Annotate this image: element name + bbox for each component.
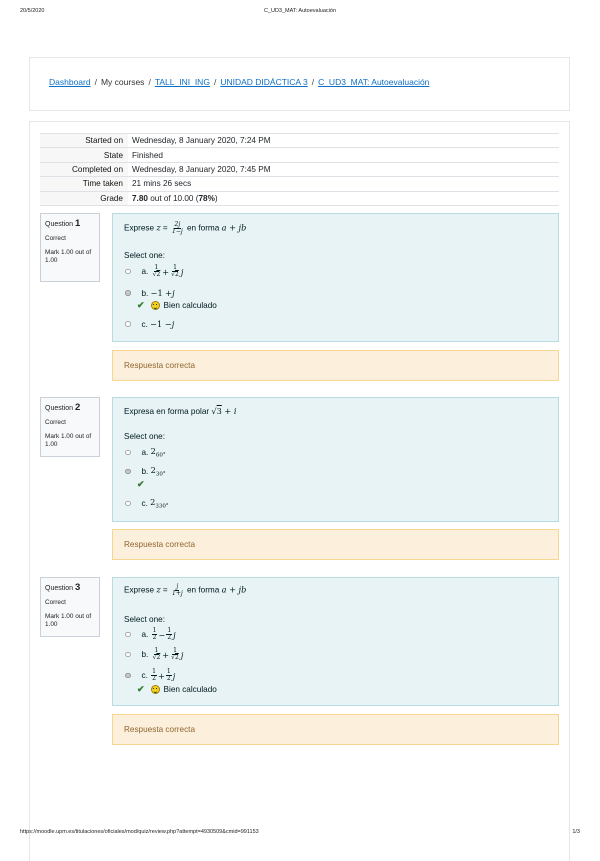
math-fraction: $\frac{1}{2}$ [152,668,156,682]
question-text-middle: en forma [187,223,220,233]
radio-button[interactable] [125,269,131,275]
math-fraction: $\frac{1}{2}$ [167,627,172,641]
breadcrumb-course-link[interactable]: TALL_INI_ING [154,77,210,87]
select-one-label: Select one: [124,615,165,624]
smiley-icon [151,685,160,694]
math-fraction: $\frac{1}{√2}$ [152,647,161,661]
math-fraction: $\frac{1}{√2}$ [171,264,179,278]
question-state: Correct [45,419,66,427]
math-fraction: $\frac{j}{1+j}$ [172,583,183,597]
breadcrumb-card [29,57,570,111]
question-3-outcome: Respuesta correcta [112,714,559,745]
breadcrumb-my-courses: My courses [100,77,145,87]
select-one-label: Select one: [124,251,165,260]
math-expression: a + jb [221,222,247,233]
summary-label: Started on [40,134,128,148]
option-letter: a. [141,447,149,457]
math-expression: √3 + [211,406,234,416]
radio-button-selected[interactable] [125,673,131,679]
attempt-summary-table [40,133,559,206]
breadcrumb-quiz-link[interactable]: C_UD3_MAT: Autoevaluación [318,77,430,87]
summary-label: Time taken [40,177,128,191]
smiley-icon [151,301,160,310]
math-fraction: $\frac{1}{√2}$ [152,264,161,278]
question-mark: Mark 1.00 out of 1.00 [45,432,92,448]
option-letter: c. [141,498,148,508]
math-expression: a + jb [221,584,247,595]
breadcrumb-unit-link[interactable]: UNIDAD DIDÁCTICA 3 [220,77,308,87]
check-icon: ✔ [137,300,145,310]
breadcrumb-separator: / [94,77,97,87]
question-1-formulation [112,213,559,342]
question-text-prefix: Exprese [124,223,155,233]
answer-option-c[interactable]: c. −1 − j [125,319,174,329]
question-2-formulation [112,397,559,522]
question-mark: Mark 1.00 out of 1.00 [45,612,92,628]
answer-option-a[interactable]: a. $\frac{1}{2}$ − $\frac{1}{2}$ j [125,628,176,641]
summary-label: Grade [40,191,128,205]
radio-button[interactable] [125,321,131,327]
check-icon: ✔ [137,479,145,489]
print-title: C_UD3_MAT: Autoevaluación [263,8,337,14]
grade-percent: 78% [198,193,215,203]
question-state: Correct [45,235,66,243]
grade-value [128,191,559,205]
grade-close: ) [214,193,218,203]
answer-option-c[interactable]: c. $\frac{1}{2}$ + $\frac{1}{2}$ j [125,669,175,682]
question-text-prefix: Expresa en forma polar [124,407,210,416]
option-letter: b. [141,466,149,476]
option-letter: c. [141,671,148,680]
question-number [45,218,95,230]
summary-value: Wednesday, 8 January 2020, 7:24 PM [128,134,559,148]
question-number-value: 3 [74,582,81,593]
question-3-formulation [112,577,559,706]
print-url: https://moodle.upm.es/titulaciones/oficiales/mod/quiz/review.php?attempt=4930509&cmid=991153 [20,829,259,835]
option-letter: b. [141,650,149,659]
question-2-outcome: Respuesta correcta [112,529,559,560]
radio-button[interactable] [125,450,131,456]
select-one-label: Select one: [124,432,165,441]
answer-option-b[interactable]: b. $2_{30^\circ}$ [125,465,166,478]
grade-score: 7.80 [132,193,148,203]
answer-feedback [137,684,217,695]
print-page-number: 1/3 [572,829,580,835]
summary-label: Completed on [40,162,128,176]
answer-option-c[interactable]: c. $2_{330^\circ}$ [125,497,169,510]
breadcrumb-dashboard-link[interactable]: Dashboard [49,77,91,87]
option-letter: b. [141,288,149,298]
radio-button-selected[interactable] [125,290,131,296]
question-text-prefix: Exprese [124,585,155,595]
question-word: Question [45,405,74,412]
table-row [40,177,559,191]
answer-option-b[interactable]: b. −1 + j [125,288,175,298]
radio-button[interactable] [125,632,131,638]
answer-option-a[interactable]: a. $\frac{1}{√2}$ + $\frac{1}{√2}$ j [125,265,183,278]
option-letter: a. [141,630,149,639]
question-text: Exprese z = $\frac{2j}{1-j}$ en forma a + jb [124,221,247,235]
question-number-value: 1 [74,218,81,229]
feedback-text: Bien calculado [163,301,217,310]
answer-feedback [137,300,217,311]
breadcrumb-separator: / [213,77,217,87]
table-row [40,191,559,205]
question-3-info [40,577,100,637]
question-word: Question [45,585,74,592]
question-text: Expresa en forma polar √3 + i [124,406,237,416]
question-state: Correct [45,599,66,607]
math-fraction: $\frac{1}{√2}$ [171,647,179,661]
radio-button[interactable] [125,501,131,507]
question-2-info [40,397,100,457]
summary-value: 21 mins 26 secs [128,177,559,191]
print-date: 20/5/2020 [20,8,45,14]
feedback-text: Bien calculado [163,685,217,694]
question-number-value: 2 [74,402,81,413]
radio-button[interactable] [125,652,131,658]
table-row [40,162,559,176]
answer-feedback [137,479,151,490]
summary-value: Finished [128,148,559,162]
check-icon: ✔ [137,684,145,694]
question-1-info [40,213,100,282]
question-1-outcome: Respuesta correcta [112,350,559,381]
breadcrumb [49,77,429,87]
breadcrumb-separator: / [148,77,151,87]
question-text-middle: en forma [187,585,220,595]
table-row [40,148,559,162]
math-fraction: $\frac{1}{2}$ [152,627,157,641]
summary-label: State [40,148,128,162]
question-text: Exprese z = $\frac{j}{1+j}$ en forma a + jb [124,583,247,597]
question-number [45,402,95,414]
breadcrumb-separator: / [311,77,315,87]
question-mark: Mark 1.00 out of 1.00 [45,248,92,264]
math-expression: z [156,584,161,595]
radio-button-selected[interactable] [125,469,131,475]
math-fraction: $\frac{1}{2}$ [166,668,171,682]
grade-out-of: out of 10.00 ( [147,193,199,203]
table-row [40,134,559,148]
answer-option-b[interactable]: b. $\frac{1}{√2}$ + $\frac{1}{√2}$ j [125,648,183,661]
math-expression: z [156,222,161,233]
math-fraction: $\frac{2j}{1-j}$ [172,221,183,235]
answer-option-a[interactable]: a. $2_{60^\circ}$ [125,446,166,459]
question-number [45,582,95,594]
option-letter: a. [141,267,149,276]
summary-value: Wednesday, 8 January 2020, 7:45 PM [128,162,559,176]
option-letter: c. [141,319,148,329]
question-word: Question [45,221,74,228]
